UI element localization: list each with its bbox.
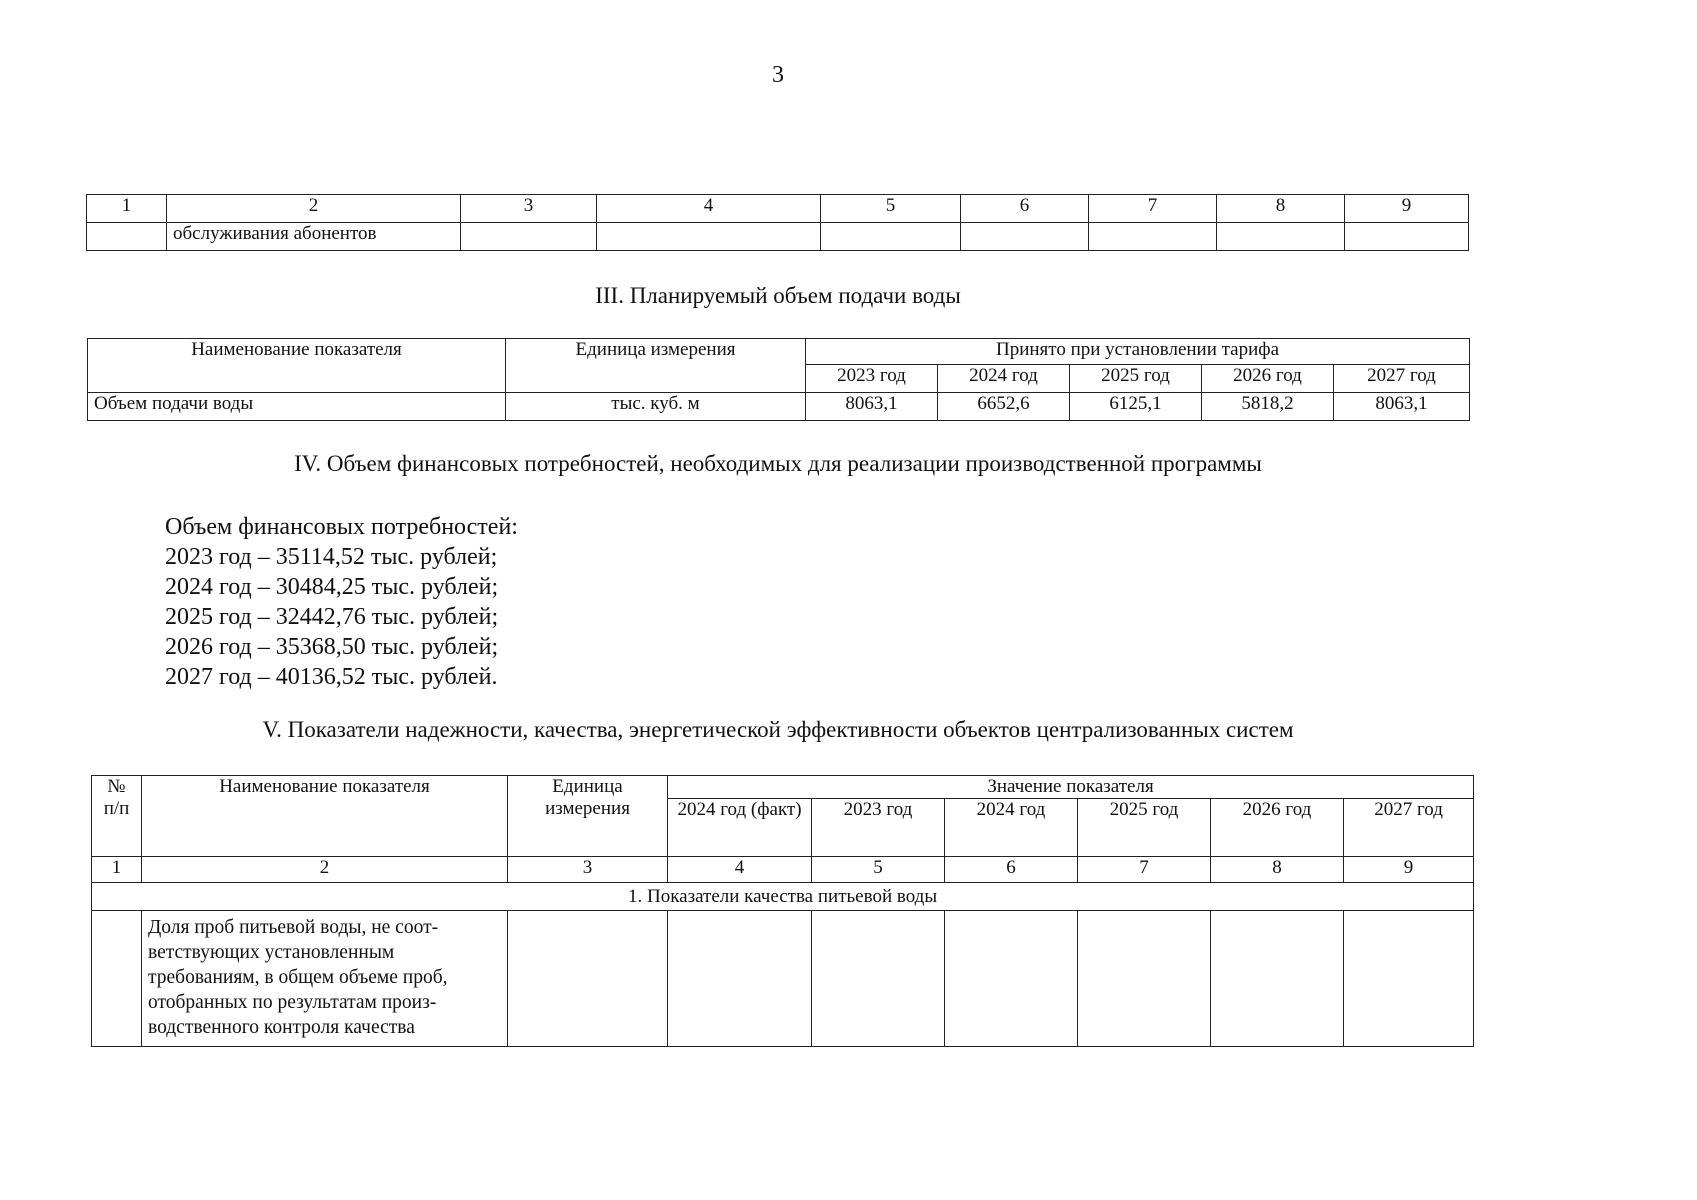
col-number: 8 <box>1217 195 1345 223</box>
header-year: 2026 год <box>1202 365 1334 393</box>
section4-title: IV. Объем финансовых потребностей, необходимых для реализации производственной программы <box>294 451 1262 476</box>
financial-needs-line: 2023 год – 35114,52 тыс. рублей; <box>165 544 498 570</box>
col-number: 3 <box>461 195 597 223</box>
col-number: 9 <box>1345 195 1469 223</box>
col-number: 2 <box>142 857 508 883</box>
header-year: 2024 год <box>938 365 1070 393</box>
header-year: 2024 год (факт) <box>668 799 812 857</box>
table-cell <box>597 223 821 251</box>
row-unit: тыс. куб. м <box>506 393 806 421</box>
table-cell <box>945 911 1078 1047</box>
header-year: 2023 год <box>806 365 938 393</box>
water-volume-table <box>87 338 1470 421</box>
row-value: 6125,1 <box>1070 393 1202 421</box>
financial-needs-line: 2024 год – 30484,25 тыс. рублей; <box>165 574 499 600</box>
col-number: 4 <box>597 195 821 223</box>
table-cell <box>821 223 961 251</box>
table-cell <box>1344 911 1474 1047</box>
col-number: 5 <box>821 195 961 223</box>
table-cell <box>87 223 167 251</box>
row-value: 5818,2 <box>1202 393 1334 421</box>
header-num: № п/п <box>92 776 142 857</box>
continuation-table <box>86 194 1469 251</box>
table-cell <box>92 911 142 1047</box>
col-number: 3 <box>508 857 668 883</box>
financial-needs-line: 2026 год – 35368,50 тыс. рублей; <box>165 634 499 660</box>
header-name: Наименование показателя <box>88 339 506 393</box>
table-cell <box>961 223 1089 251</box>
table-cell <box>461 223 597 251</box>
col-number: 5 <box>812 857 945 883</box>
col-number: 8 <box>1211 857 1344 883</box>
col-number: 7 <box>1089 195 1217 223</box>
subsection-title: 1. Показатели качества питьевой воды <box>92 883 1474 911</box>
col-number: 6 <box>961 195 1089 223</box>
col-number: 6 <box>945 857 1078 883</box>
table-cell <box>508 911 668 1047</box>
header-group: Значение показателя <box>668 776 1474 799</box>
row-name: Доля проб питьевой воды, не соот-ветствующих установленным требованиям, в общем объеме проб, отобранных по результатам произ-водственного контроля качества <box>142 911 508 1047</box>
header-unit: Единица измерения <box>506 339 806 393</box>
header-name: Наименование показателя <box>142 776 508 857</box>
col-number: 1 <box>87 195 167 223</box>
table-cell <box>1217 223 1345 251</box>
row-name: Объем подачи воды <box>88 393 506 421</box>
header-year: 2023 год <box>812 799 945 857</box>
row-value: 8063,1 <box>806 393 938 421</box>
section3-title: III. Планируемый объем подачи воды <box>595 283 961 308</box>
col-number: 9 <box>1344 857 1474 883</box>
col-number: 2 <box>167 195 461 223</box>
page-number: 3 <box>772 62 784 88</box>
col-number: 4 <box>668 857 812 883</box>
table-cell <box>1078 911 1211 1047</box>
header-year: 2025 год <box>1070 365 1202 393</box>
financial-needs-line: 2025 год – 32442,76 тыс. рублей; <box>165 604 499 630</box>
table-cell-text: обслуживания абонентов <box>167 223 461 251</box>
col-number: 1 <box>92 857 142 883</box>
financial-needs-intro: Объем финансовых потребностей: <box>165 514 518 540</box>
header-unit: Единица измерения <box>508 776 668 857</box>
row-value: 8063,1 <box>1334 393 1470 421</box>
table-cell <box>1211 911 1344 1047</box>
table-cell <box>668 911 812 1047</box>
section5-title: V. Показатели надежности, качества, энергетической эффективности объектов централизованных систем <box>262 717 1294 742</box>
table-cell <box>812 911 945 1047</box>
header-year: 2026 год <box>1211 799 1344 857</box>
row-value: 6652,6 <box>938 393 1070 421</box>
table-cell <box>1089 223 1217 251</box>
header-year: 2027 год <box>1344 799 1474 857</box>
header-year: 2027 год <box>1334 365 1470 393</box>
financial-needs-list <box>165 512 518 692</box>
header-year: 2024 год <box>945 799 1078 857</box>
indicators-table <box>91 775 1474 1047</box>
table-cell <box>1345 223 1469 251</box>
header-group: Принято при установлении тарифа <box>806 339 1470 365</box>
header-year: 2025 год <box>1078 799 1211 857</box>
col-number: 7 <box>1078 857 1211 883</box>
financial-needs-line: 2027 год – 40136,52 тыс. рублей. <box>165 664 498 690</box>
